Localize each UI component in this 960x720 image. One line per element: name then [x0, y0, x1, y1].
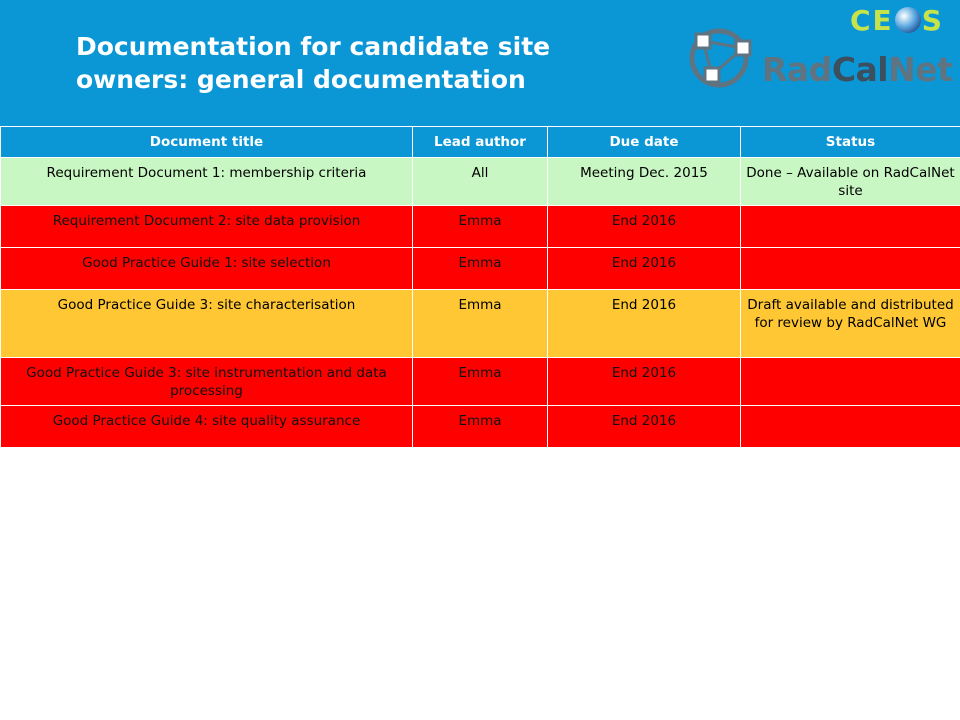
- cell-lead-author: Emma: [413, 206, 548, 248]
- table-row: [1, 358, 960, 406]
- table-row: [1, 206, 960, 248]
- cell-status: [741, 206, 960, 248]
- cell-status: Done – Available on RadCalNet site: [741, 158, 960, 206]
- radcalnet-logo-text: [762, 50, 952, 89]
- table-row: [1, 290, 960, 358]
- cell-status: Draft available and distributed for review by RadCalNet WG: [741, 290, 960, 358]
- header-due-date: Due date: [548, 127, 741, 158]
- ceos-logo-left: CE: [850, 4, 894, 37]
- cell-document-title: Good Practice Guide 4: site quality assurance: [1, 406, 413, 448]
- header-lead-author: Lead author: [413, 127, 548, 158]
- table-header-row: [1, 127, 960, 158]
- cell-document-title: Good Practice Guide 1: site selection: [1, 248, 413, 290]
- cell-due-date: End 2016: [548, 358, 741, 406]
- header-document-title: Document title: [1, 127, 413, 158]
- cell-lead-author: All: [413, 158, 548, 206]
- cell-document-title: Good Practice Guide 3: site characterisation: [1, 290, 413, 358]
- radcalnet-rad: Rad: [762, 50, 832, 89]
- cell-due-date: Meeting Dec. 2015: [548, 158, 741, 206]
- radcalnet-net: Net: [888, 50, 953, 89]
- cell-status: [741, 358, 960, 406]
- slide-title: [76, 30, 676, 96]
- cell-document-title: Good Practice Guide 3: site instrumentation and data processing: [1, 358, 413, 406]
- cell-due-date: End 2016: [548, 290, 741, 358]
- cell-status: [741, 248, 960, 290]
- documentation-table: [0, 126, 960, 448]
- ceos-logo-right: S: [921, 4, 944, 37]
- cell-lead-author: Emma: [413, 406, 548, 448]
- cell-due-date: End 2016: [548, 206, 741, 248]
- radcalnet-cal: Cal: [831, 50, 889, 89]
- cell-lead-author: Emma: [413, 290, 548, 358]
- cell-status: [741, 406, 960, 448]
- cell-document-title: Requirement Document 1: membership criteria: [1, 158, 413, 206]
- table-row: [1, 406, 960, 448]
- cell-lead-author: Emma: [413, 358, 548, 406]
- cell-lead-author: Emma: [413, 248, 548, 290]
- slide-header: [0, 0, 960, 126]
- header-status: Status: [741, 127, 960, 158]
- table-row: [1, 158, 960, 206]
- table-row: [1, 248, 960, 290]
- slide-title-line2: owners: general documentation: [76, 65, 526, 94]
- cell-document-title: Requirement Document 2: site data provision: [1, 206, 413, 248]
- cell-due-date: End 2016: [548, 248, 741, 290]
- cell-due-date: End 2016: [548, 406, 741, 448]
- slide-title-line1: Documentation for candidate site: [76, 32, 551, 61]
